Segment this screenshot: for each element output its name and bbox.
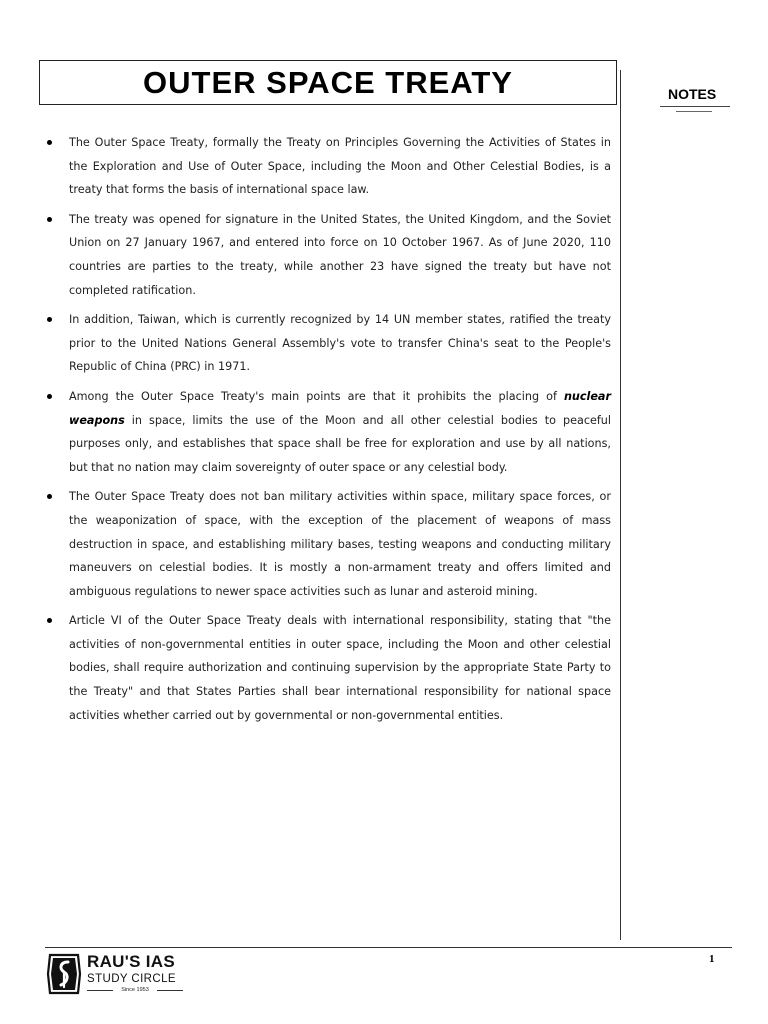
logo-subtitle: STUDY CIRCLE <box>87 973 176 985</box>
page-number: 1 <box>709 953 715 965</box>
list-item <box>45 609 611 727</box>
notes-underline-short <box>676 111 712 112</box>
list-item <box>45 208 611 302</box>
emphasis-text: nuclear weapons <box>69 389 611 427</box>
title-box <box>39 60 617 105</box>
list-item-text: The Outer Space Treaty, formally the Treaty on Principles Governing the Activities of States in the Exploration and Use of Outer Space, including the Moon and Other Celestial Bodies, is a treaty that forms the basis of international space law. <box>69 136 611 197</box>
raus-ias-emblem-icon <box>46 952 82 996</box>
list-item <box>45 485 611 603</box>
bullet-icon <box>47 394 52 399</box>
notes-underline <box>660 106 730 107</box>
list-item <box>45 385 611 479</box>
logo-since: Since 1953 <box>87 987 183 993</box>
notes-heading: NOTES <box>668 86 717 102</box>
footer-divider <box>45 947 732 948</box>
bullet-icon <box>47 217 52 222</box>
list-item-text: Article VI of the Outer Space Treaty deals with international responsibility, stating that "the activities of non-governmental entities in outer space, including the Moon and other celestial bodies, shall require authorization and continuing supervision by the appropriate State Party to the Treaty" and that States Parties shall bear international responsibility for national space activities whether carried out by governmental or non-governmental entities. <box>69 614 611 722</box>
publisher-logo <box>46 952 196 998</box>
bullet-icon <box>47 494 52 499</box>
bullet-icon <box>47 140 52 145</box>
logo-name: RAU'S IAS <box>87 952 175 971</box>
bullet-list <box>45 131 611 733</box>
notes-divider <box>620 70 621 940</box>
list-item-text: The treaty was opened for signature in the United States, the United Kingdom, and the Soviet Union on 27 January 1967, and entered into force on 10 October 1967. As of June 2020, 110 countries are parties to the treaty, while another 23 have signed the treaty but have not completed ratification. <box>69 212 611 297</box>
list-item <box>45 131 611 202</box>
list-item-text-before: Among the Outer Space Treaty's main points are that it prohibits the placing of <box>69 389 564 403</box>
bullet-icon <box>47 317 52 322</box>
list-item <box>45 308 611 379</box>
list-item-text: The Outer Space Treaty does not ban military activities within space, military space forces, or the weaponization of space, with the exception of the placement of weapons of mass destruction in space, and establishing military bases, testing weapons and conducting military maneuvers on celestial bodies. It is mostly a non-armament treaty and offers limited and ambiguous regulations to newer space activities such as lunar and asteroid mining. <box>69 490 611 598</box>
bullet-icon <box>47 618 52 623</box>
list-item-text-after: in space, limits the use of the Moon and all other celestial bodies to peaceful purposes only, and establishes that space shall be free for exploration and use by all nations, but that no nation may claim sovereignty of outer space or any celestial body. <box>69 413 611 474</box>
page-title: OUTER SPACE TREATY <box>143 65 513 100</box>
list-item-text: In addition, Taiwan, which is currently recognized by 14 UN member states, ratified the treaty prior to the United Nations General Assembly's vote to transfer China's seat to the People's Republic of China (PRC) in 1971. <box>69 313 611 374</box>
